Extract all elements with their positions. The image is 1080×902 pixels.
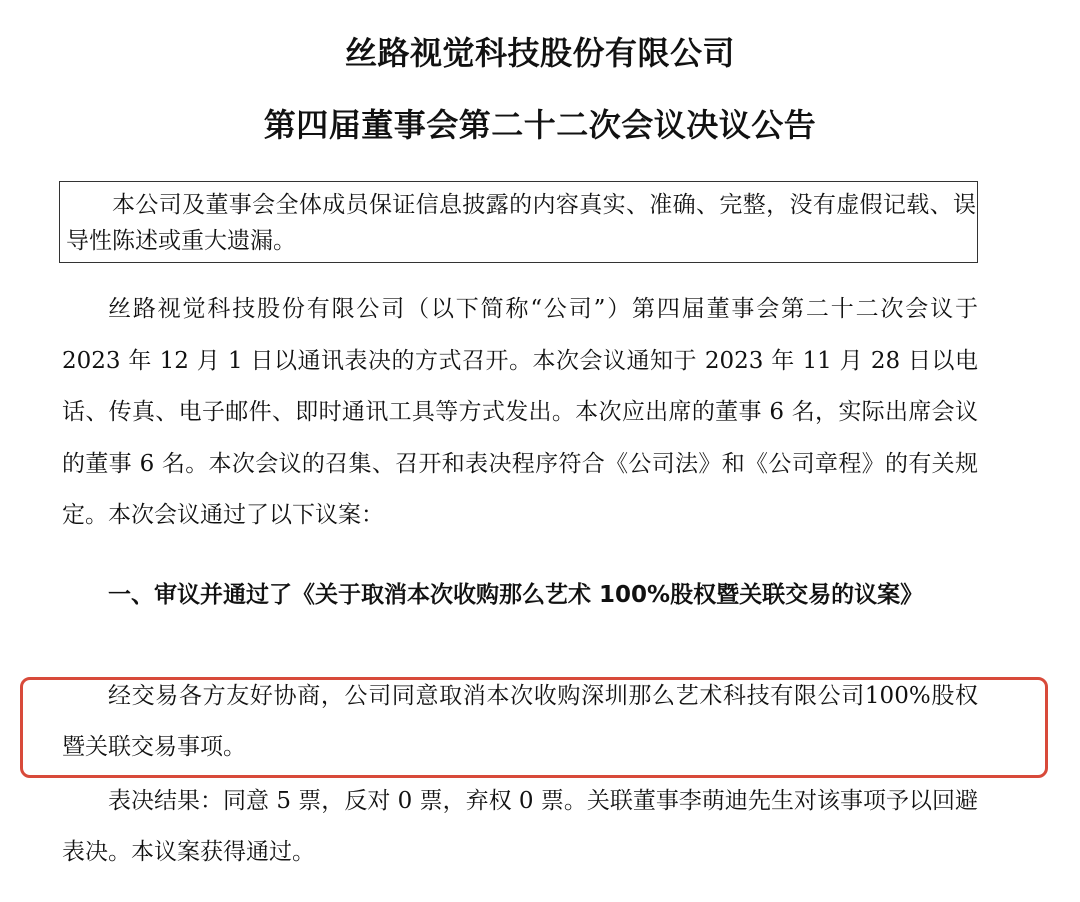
vote-result-paragraph: 表决结果：同意 5 票，反对 0 票，弃权 0 票。关联董事李萌迪先生对该事项予以回避表决。本议案获得通过。 [62,788,978,865]
disclaimer-text: 本公司及董事会全体成员保证信息披露的内容真实、准确、完整，没有虚假记载、误导性陈述或重大遗漏。 [66,192,976,254]
item-one-heading: 一、审议并通过了《关于取消本次收购那么艺术 100%股权暨关联交易的议案》 [108,582,924,608]
intro-paragraph: 丝路视觉科技股份有限公司（以下简称“公司”）第四届董事会第二十二次会议于 2023 年 12 月 1 日以通讯表决的方式召开。本次会议通知于 2023 年 11 月 28 日以电话、传真、电子邮件、即时通讯工具等方式发出。本次应出席的董事 6 名，实际出席会议的董事 6 名。本次会议的召集、召开和表决程序符合《公司法》和《公司章程》的有关规定。本次会议通过了以下议案： [62,296,978,528]
announcement-title: 第四届董事会第二十二次会议决议公告 [263,106,817,144]
highlighted-paragraph: 经交易各方友好协商，公司同意取消本次收购深圳那么艺术科技有限公司100%股权暨关联交易事项。 [62,683,978,760]
company-title: 丝路视觉科技股份有限公司 [344,34,735,72]
